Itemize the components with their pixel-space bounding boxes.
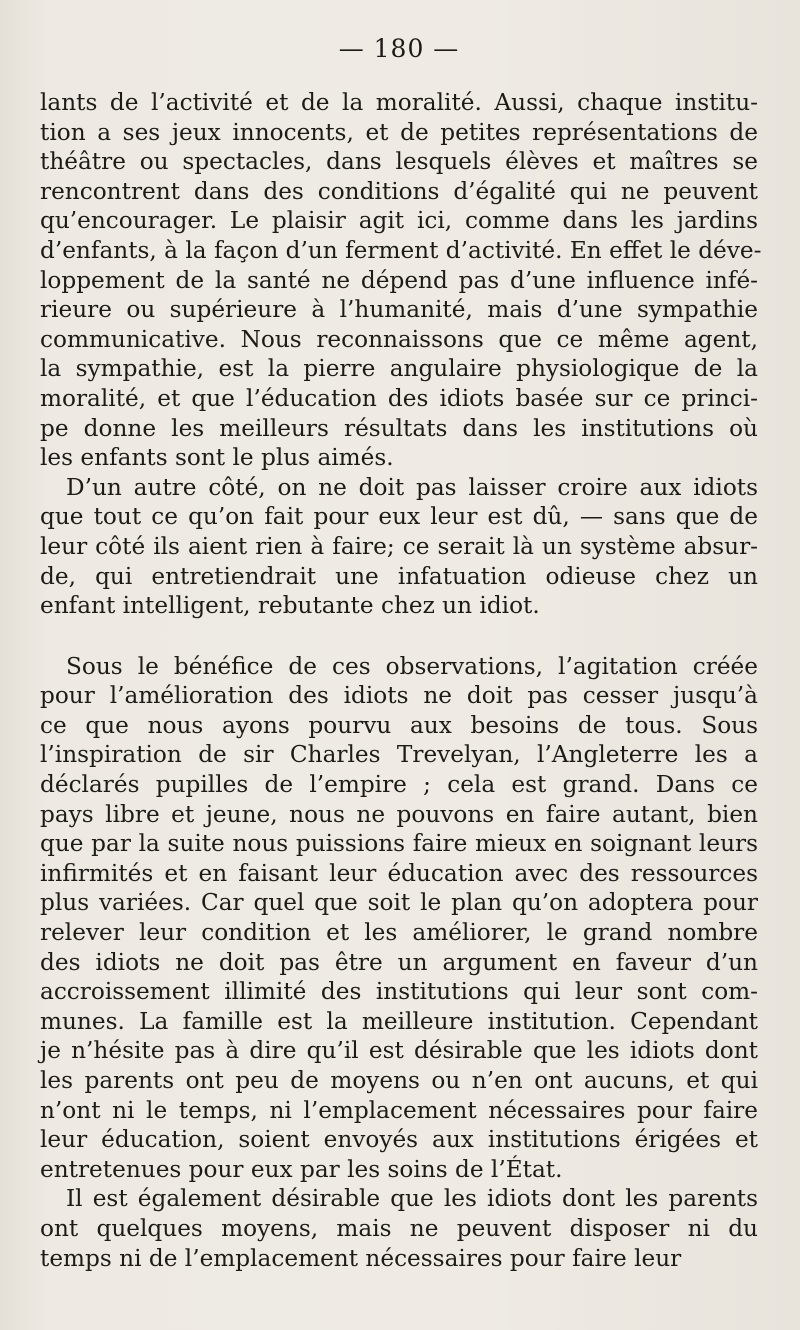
text-line: munes. La famille est la meilleure institution. Cependant [40,1007,758,1035]
text-line: n’ont ni le temps, ni l’emplacement nécessaires pour faire [40,1096,758,1124]
text-line: pays libre et jeune, nous ne pouvons en faire autant, bien [40,800,758,828]
text-line: temps ni de l’emplacement nécessaires pour faire leur [40,1244,682,1272]
text-line: la sympathie, est la pierre angulaire physiologique de la [40,355,758,383]
text-line: pour l’amélioration des idiots ne doit pas cesser jusqu’à [40,682,758,710]
body-text [40,88,762,1273]
text-line: que par la suite nous puissions faire mieux en soignant leurs [40,830,758,858]
text-line: théâtre ou spectacles, dans lesquels élèves et maîtres se [40,148,758,176]
text-line: communicative. Nous reconnaissons que ce même agent, [40,325,758,353]
text-line: des idiots ne doit pas être un argument en faveur d’un [40,948,758,976]
text-line: entretenues pour eux par les soins de l’État. [40,1155,563,1183]
text-line: leur éducation, soient envoyés aux institutions érigées et [40,1126,758,1154]
page-number: — 180 — [338,34,460,63]
paragraph [40,1184,758,1273]
text-line: pe donne les meilleurs résultats dans les institutions où [40,414,758,442]
text-line: l’inspiration de sir Charles Trevelyan, l’Angleterre les a [40,741,758,769]
text-line: moralité, et que l’éducation des idiots basée sur ce princi- [40,384,758,412]
text-line: que tout ce qu’on fait pour eux leur est dû, — sans que de [40,503,758,531]
text-line: déclarés pupilles de l’empire ; cela est grand. Dans ce [40,771,758,799]
text-line: je n’hésite pas à dire qu’il est désirable que les idiots dont [40,1037,758,1065]
text-line: tion a ses jeux innocents, et de petites représentations de [40,118,758,146]
text-line: rencontrent dans des conditions d’égalité qui ne peuvent [40,177,758,205]
text-line: les enfants sont le plus aimés. [40,444,394,472]
paragraph [40,652,758,1185]
text-line: leur côté ils aient rien à faire; ce serait là un système absur- [40,532,758,560]
paragraph-gap [40,621,758,652]
text-line: rieure ou supérieure à l’humanité, mais d’une sympathie [40,296,758,324]
paragraph [40,88,762,473]
text-line: Il est également désirable que les idiots dont les parents [66,1185,758,1213]
text-line: les parents ont peu de moyens ou n’en ont aucuns, et qui [40,1067,758,1094]
text-line: enfant intelligent, rebutante chez un idiot. [40,592,540,620]
text-line: D’un autre côté, on ne doit pas laisser croire aux idiots [66,473,758,501]
text-line: de, qui entretiendrait une infatuation odieuse chez un [40,562,758,590]
text-line: loppement de la santé ne dépend pas d’une influence infé- [40,266,758,294]
text-line: relever leur condition et les améliorer, le grand nombre [40,919,758,947]
text-line: lants de l’activité et de la moralité. Aussi, chaque institu- [40,89,758,116]
text-line: plus variées. Car quel que soit le plan qu’on adoptera pour [40,889,758,917]
text-line: infirmités et en faisant leur éducation avec des ressources [40,859,758,887]
text-line: ce que nous ayons pourvu aux besoins de tous. Sous [40,711,758,739]
text-line: qu’encourager. Le plaisir agit ici, comme dans les jardins [40,207,758,235]
paragraph [40,473,758,621]
text-line: d’enfants, à la façon d’un ferment d’activité. En effet le déve- [40,236,762,264]
text-line: ont quelques moyens, mais ne peuvent disposer ni du [40,1214,758,1242]
text-line: Sous le bénéfice de ces observations, l’agitation créée [66,652,758,680]
text-line: accroissement illimité des institutions qui leur sont com- [40,978,758,1006]
